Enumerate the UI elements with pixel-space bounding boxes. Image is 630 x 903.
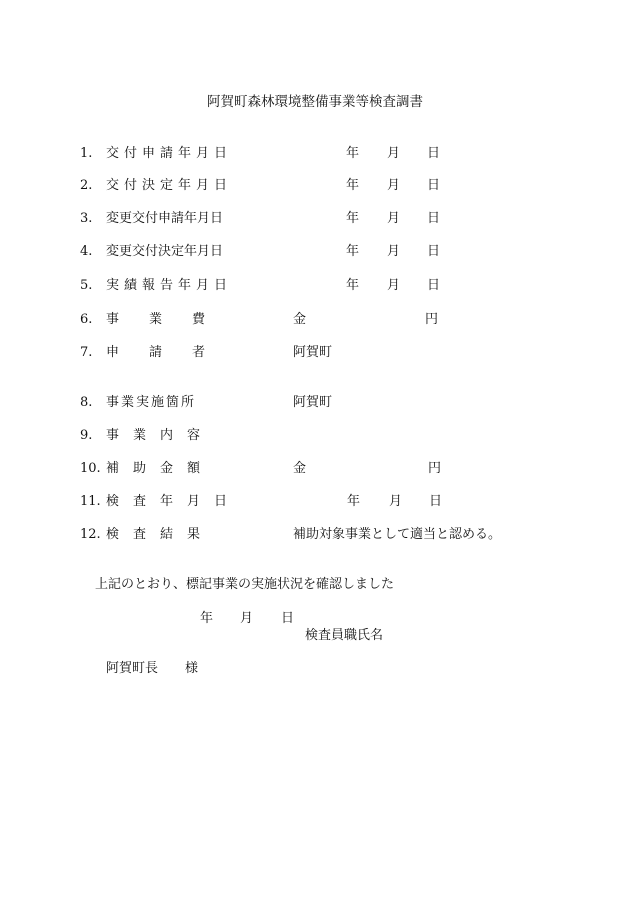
item-number: 9. — [80, 428, 93, 443]
item-number: 3. — [80, 211, 93, 226]
month-label: 月 — [389, 494, 403, 509]
confirmation-statement: 上記のとおり、標記事業の実施状況を確認しました — [95, 577, 395, 592]
month-label: 月 — [387, 178, 401, 193]
item-number: 11. — [80, 494, 101, 509]
item-number: 12. — [80, 527, 101, 542]
result-value: 補助対象事業として適当と認める。 — [293, 527, 502, 542]
item-label: 交付決定年月日 — [106, 178, 233, 193]
month-label: 月 — [387, 211, 401, 226]
year-label: 年 — [347, 494, 361, 509]
item-label: 事業内容 — [106, 428, 215, 443]
item-label: 事業実施箇所 — [106, 395, 197, 410]
item-label: 申請者 — [106, 345, 236, 360]
day-label: 日 — [427, 146, 441, 161]
location-value: 阿賀町 — [293, 395, 333, 410]
month-label: 月 — [387, 146, 401, 161]
amount-unit: 円 — [428, 461, 442, 476]
item-label: 変更交付決定年月日 — [106, 244, 224, 259]
year-label: 年 — [346, 278, 360, 293]
applicant-value: 阿賀町 — [293, 345, 333, 360]
item-number: 10. — [80, 461, 101, 476]
addressee-name: 阿賀町長 — [106, 661, 159, 676]
year-label: 年 — [200, 611, 214, 626]
year-label: 年 — [346, 211, 360, 226]
item-label: 交付申請年月日 — [106, 146, 233, 161]
inspector-label: 検査員職氏名 — [305, 628, 384, 643]
month-label: 月 — [387, 244, 401, 259]
month-label: 月 — [240, 611, 254, 626]
day-label: 日 — [427, 178, 441, 193]
item-label: 補助金額 — [106, 461, 215, 476]
item-number: 4. — [80, 244, 93, 259]
item-number: 7. — [80, 345, 93, 360]
day-label: 日 — [427, 211, 441, 226]
item-number: 8. — [80, 395, 93, 410]
item-number: 6. — [80, 312, 93, 327]
document-title: 阿賀町森林環境整備事業等検査調書 — [207, 94, 423, 110]
amount-prefix: 金 — [293, 312, 307, 327]
amount-prefix: 金 — [293, 461, 307, 476]
item-label: 実績報告年月日 — [106, 278, 233, 293]
item-number: 5. — [80, 278, 93, 293]
year-label: 年 — [346, 244, 360, 259]
addressee-honorific: 様 — [185, 661, 199, 676]
day-label: 日 — [427, 244, 441, 259]
item-label: 検査年月日 — [106, 494, 242, 509]
day-label: 日 — [427, 278, 441, 293]
month-label: 月 — [387, 278, 401, 293]
item-label: 事業費 — [106, 312, 236, 327]
year-label: 年 — [346, 178, 360, 193]
item-label: 検査結果 — [106, 527, 215, 542]
item-label: 変更交付申請年月日 — [106, 211, 224, 226]
item-number: 1. — [80, 146, 93, 161]
amount-unit: 円 — [425, 312, 439, 327]
day-label: 日 — [281, 611, 295, 626]
day-label: 日 — [429, 494, 443, 509]
item-number: 2. — [80, 178, 93, 193]
year-label: 年 — [346, 146, 360, 161]
